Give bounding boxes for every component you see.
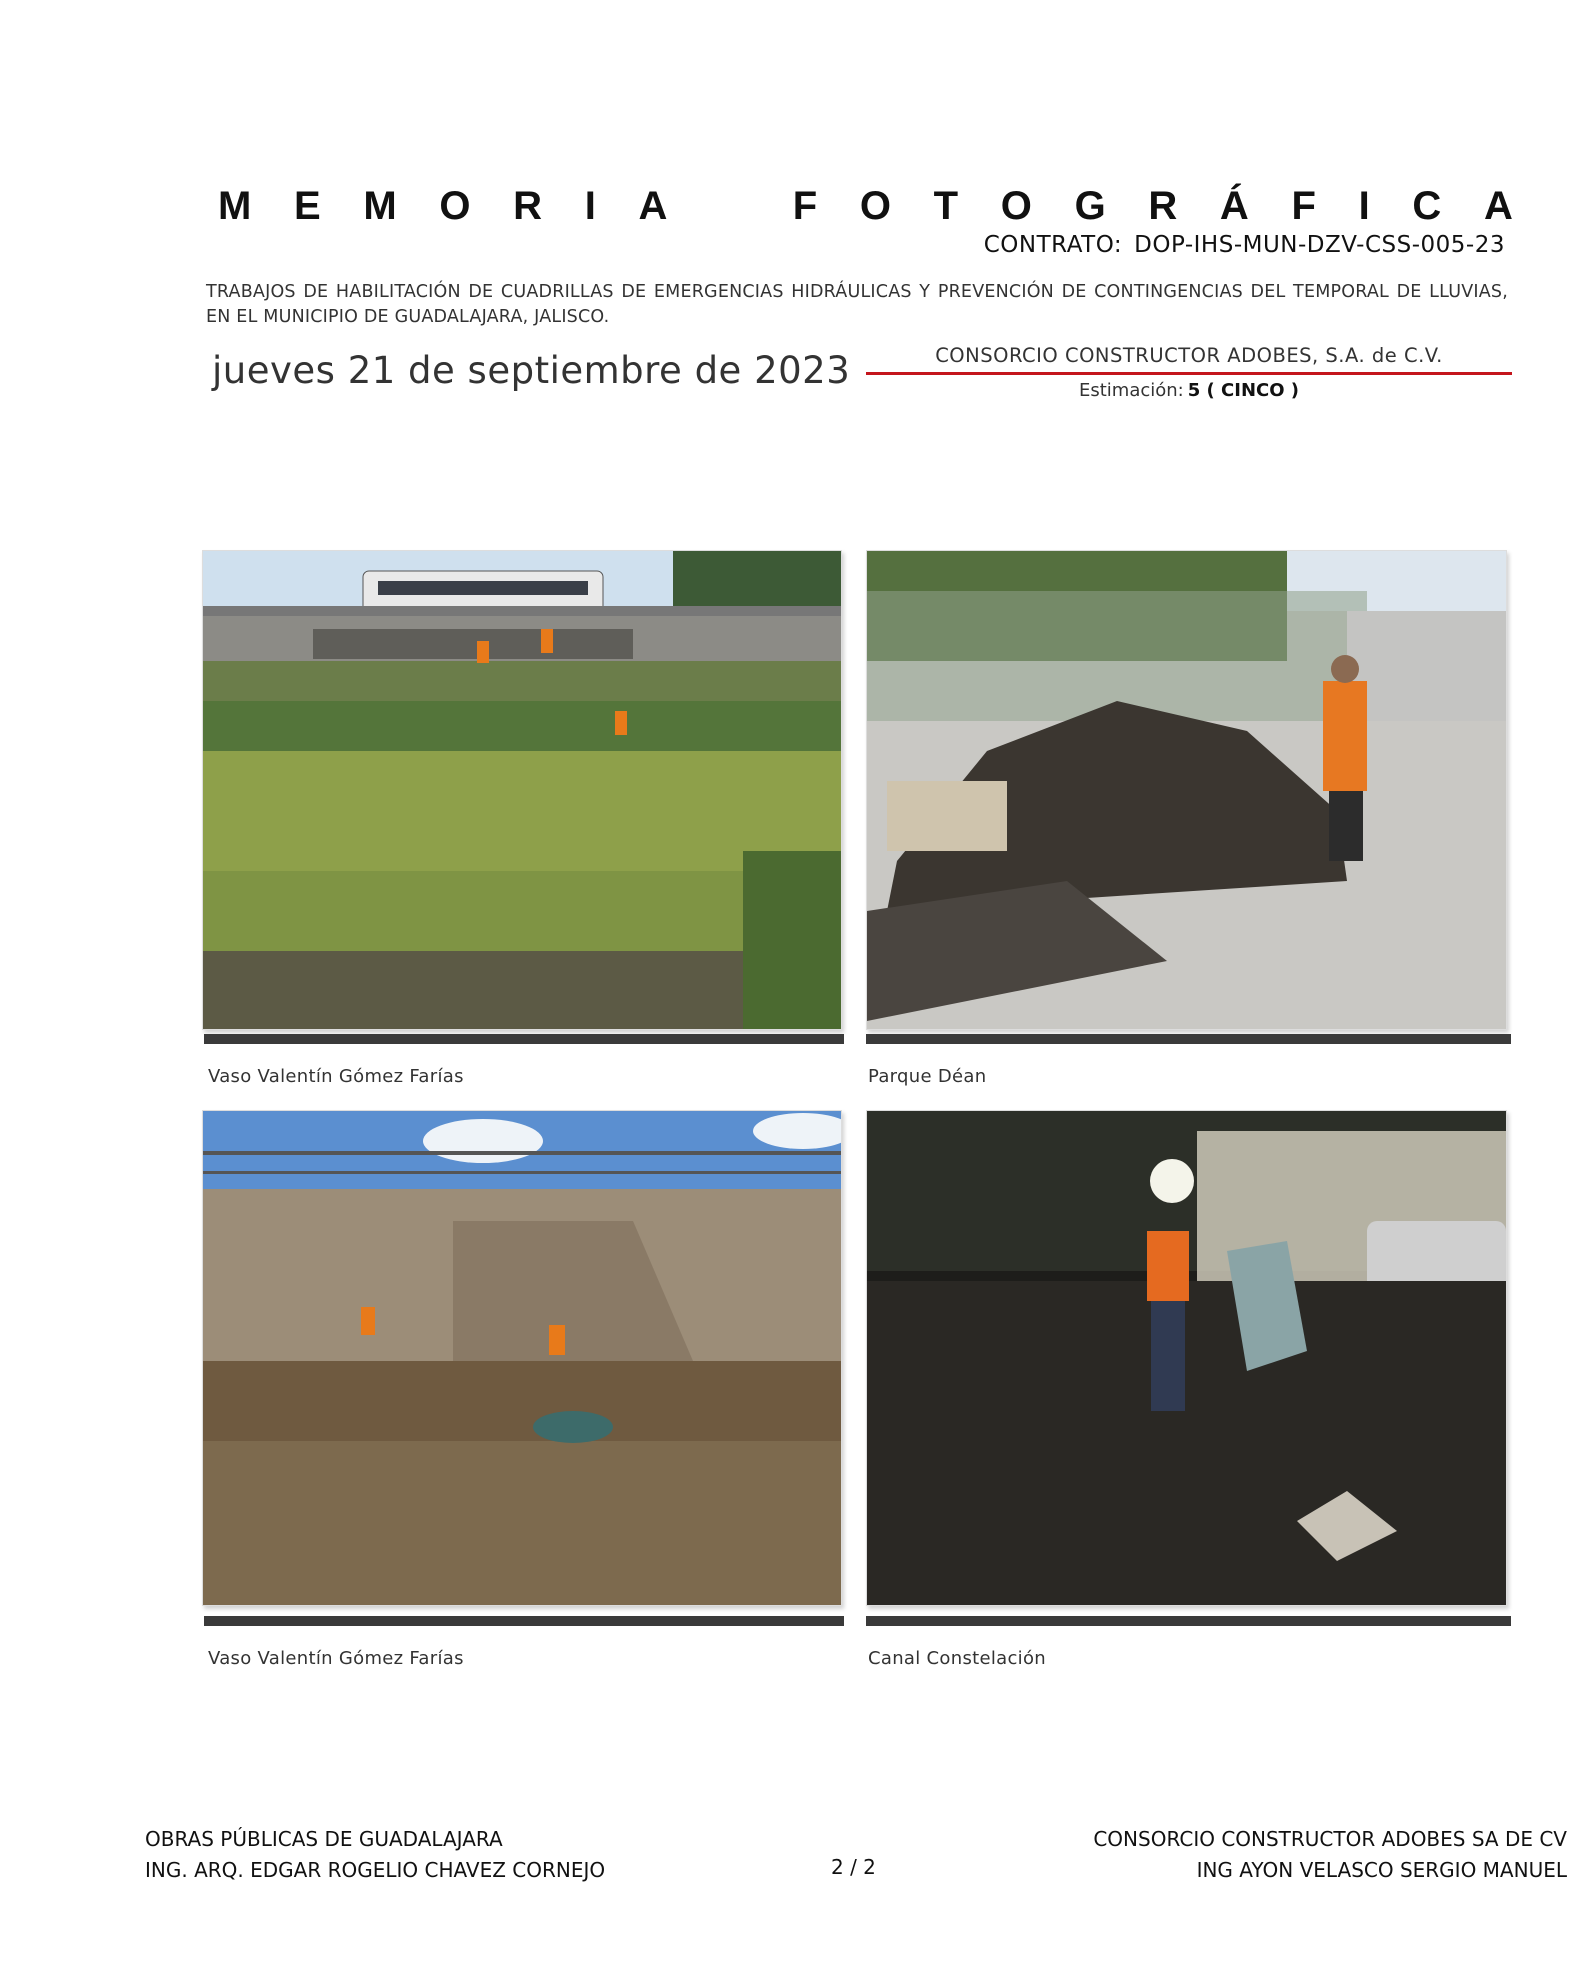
- title-letter: R: [1148, 183, 1178, 228]
- title-letter: F: [1291, 183, 1316, 228]
- title-letter: M: [363, 183, 397, 228]
- title-letter: A: [1483, 183, 1513, 228]
- estimation: [866, 380, 1512, 401]
- title-letter: M: [218, 183, 252, 228]
- title-letter: O: [439, 183, 471, 228]
- photo-caption: Vaso Valentín Gómez Farías: [208, 1066, 464, 1087]
- title-letter: T: [933, 183, 959, 228]
- footer-left-line1: OBRAS PÚBLICAS DE GUADALAJARA: [145, 1827, 503, 1851]
- footer-left: [145, 1824, 605, 1886]
- photo-illustration: [203, 551, 841, 1029]
- company-name: CONSORCIO CONSTRUCTOR ADOBES, S.A. de C.V.: [935, 344, 1443, 367]
- title-letter: F: [792, 183, 818, 228]
- footer-left-line2: ING. ARQ. EDGAR ROGELIO CHAVEZ CORNEJO: [145, 1858, 606, 1882]
- photo-bar: [866, 1034, 1511, 1044]
- title-letter: A: [638, 183, 668, 228]
- title-letter: O: [1000, 183, 1032, 228]
- title-letter: O: [859, 183, 891, 228]
- photo-bar: [866, 1616, 1511, 1626]
- estimation-label: Estimación:: [1078, 380, 1184, 401]
- page-number: 2 / 2: [831, 1855, 876, 1879]
- photo-canal-green-water: [202, 550, 842, 1030]
- photo-caption: Parque Déan: [868, 1066, 987, 1087]
- photo-illustration: [203, 1111, 841, 1605]
- project-description: TRABAJOS DE HABILITACIÓN DE CUADRILLAS DE EMERGENCIAS HIDRÁULICAS Y PREVENCIÓN DE CONTINGENCIAS DEL TEMPORAL DE LLUVIAS, EN EL MUNICIPIO DE GUADALAJARA, JALISCO.: [206, 282, 1508, 327]
- photo-bar: [204, 1616, 844, 1626]
- title-letter: I: [1358, 183, 1370, 228]
- footer-right-line2: ING AYON VELASCO SERGIO MANUEL: [1196, 1858, 1567, 1882]
- photo-illustration: [867, 1111, 1506, 1605]
- footer-right-line1: CONSORCIO CONSTRUCTOR ADOBES SA DE CV: [1093, 1827, 1567, 1851]
- title-letter: R: [513, 183, 543, 228]
- photo-night-canal: [866, 1110, 1507, 1606]
- title-letter: C: [1412, 183, 1442, 228]
- footer-right: [1093, 1824, 1567, 1886]
- report-date: jueves 21 de septiembre de 2023: [212, 349, 851, 392]
- contract-label: CONTRATO:: [983, 232, 1123, 258]
- contract-number: DOP-IHS-MUN-DZV-CSS-005-23: [1134, 232, 1505, 258]
- title-letter: Á: [1219, 183, 1249, 228]
- photo-caption: Canal Constelación: [868, 1648, 1047, 1669]
- photo-caption: Vaso Valentín Gómez Farías: [208, 1648, 464, 1669]
- page-title: [218, 176, 1513, 236]
- title-letter: I: [584, 183, 596, 228]
- contract-line: [984, 232, 1505, 258]
- photo-debris-pile: [866, 550, 1507, 1030]
- photo-illustration: [867, 551, 1506, 1029]
- estimation-value: 5 ( CINCO ): [1187, 380, 1300, 401]
- title-letter: G: [1074, 183, 1106, 228]
- photo-bar: [204, 1034, 844, 1044]
- red-divider: [866, 372, 1512, 375]
- photo-dry-basin: [202, 1110, 842, 1606]
- title-letter: E: [294, 183, 321, 228]
